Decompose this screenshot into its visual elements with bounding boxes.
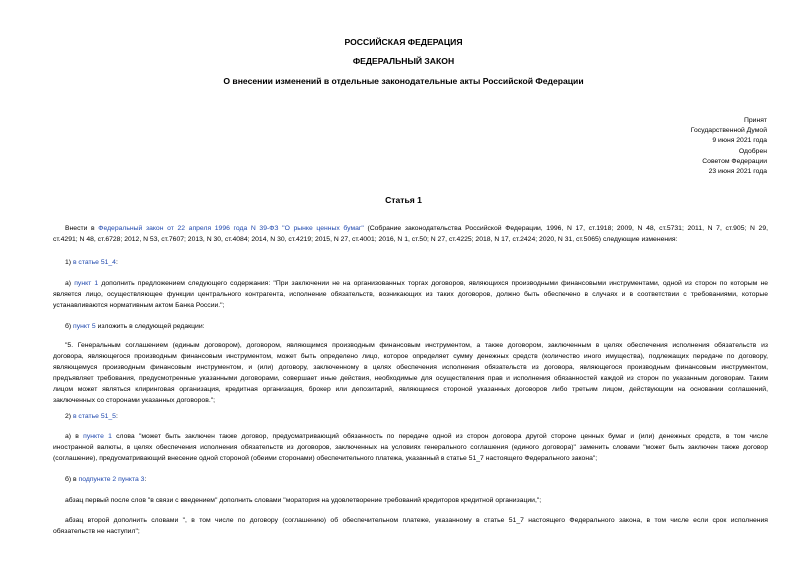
accepted-label: Принят	[743, 117, 767, 124]
article-51-4-link[interactable]: в статье 51_4	[72, 259, 116, 266]
quote-line-2: договора, являющегося производным финансовым инструментом, может быть определено лицо, которое определяет сумму денежных средств (количество иного имущества), подлежащих передаче по договору,	[53, 352, 768, 360]
item-1b: б) пункт 5 изложить в следующей редакции:	[65, 323, 205, 330]
duma-date: 9 июня 2021 года	[712, 137, 767, 144]
country-heading: РОССИЙСКАЯ ФЕДЕРАЦИЯ	[344, 37, 463, 47]
council-date: 23 июня 2021 года	[708, 168, 767, 175]
item-1a-line-3: устанавливаются нормативным актом Банка России.";	[53, 301, 225, 309]
quote-line-3: являющемуся производным финансовым инструментом, и (или) договору, заключенному в целях обеспечения исполнения обязательств из договора, являющегося производным финансовым инструментом,	[53, 363, 768, 371]
para-second-line-1: абзац второй дополнить словами ", в том числе по договору (соглашению) об обеспечительном платеже, указанному в статье 51_7 настоящего Федерального закона, в том числе если срок исполнения	[65, 517, 768, 524]
intro-paragraph	[53, 224, 768, 246]
paragraph-second-amendment	[53, 516, 768, 538]
item-1: 1) в статье 51_4:	[65, 259, 118, 266]
paragraph-first-amendment: абзац первый после слов "в связи с введением" дополнить словами "моратория на удовлетворение требований кредиторов кредитной организации,";	[65, 497, 542, 504]
intro-line-1: Внести в Федеральный закон от 22 апреля 1996 года N 39-ФЗ "О рынке ценных бумаг" (Собрание законодательства Российской Федерации, 1996, N 17, ст.1918; 2009, N 48, ст.5731; 2011, N 7, ст.905; N 29,	[65, 225, 769, 232]
item-2a-line-3: (соглашение), предусматривающий внесение одной стороной (обеими сторонами) обеспечительного платежа, указанный в статье 51_7 настоящего Федерального закона";	[53, 454, 598, 462]
quote-line-5: лицом может являться клиринговая организация, кредитная организация, брокер или депозитарий, являющиеся стороной указанных договоров либо третьим лицом, действующим на основании соглашений,	[53, 385, 768, 393]
para-second-line-2: обязательств не наступил";	[53, 527, 140, 535]
item-1a-line-2: является лицо, осуществляющее функции центрального контрагента, исполнение обязательств, возникающих из таких договоров, должно быть обеспечено в случаях и в соответствии с требованиями, которые	[53, 290, 768, 298]
quote-point-5	[53, 341, 768, 406]
document-type-heading: ФЕДЕРАЛЬНЫЙ ЗАКОН	[352, 56, 455, 66]
council-label: Советом Федерации	[702, 158, 767, 165]
item-1b-point-5-link[interactable]: пункт 5	[73, 323, 96, 330]
article-heading: Статья 1	[385, 195, 422, 205]
approved-label: Одобрен	[738, 148, 767, 155]
item-2a-line-1: а) в пункте 1 слова "может быть заключен также договор, предусматривающий обязанность по передаче одной из сторон договора другой стороне ценных бумаг и (или) денежных средств, в том числе	[65, 433, 768, 440]
item-2: 2) в статье 51_5:	[65, 413, 118, 420]
quote-line-4: предъявляет требования, предусмотренные указанными договорами, совершает иные действия, необходимые для осуществления прав и исполнения обязанностей каждой из сторон по указанным договорам. Таким	[53, 374, 768, 382]
law-39fz-link[interactable]: Федеральный закон от 22 апреля 1996 года N 39-ФЗ "О рынке ценных бумаг"	[98, 225, 364, 232]
item-1a-line-1: а) пункт 1 дополнить предложением следующего содержания: "При заключении не на организованных торгах договоров, являющихся производными финансовыми инструментами, одной из сторон по которым не	[65, 280, 768, 287]
item-1a-paragraph	[53, 279, 768, 312]
article-51-5-link[interactable]: в статье 51_5	[72, 413, 116, 420]
quote-line-1: "5. Генеральным соглашением (единым договором), договором, являющимся производным финансовым инструментом, а также договором, заключенным в целях обеспечения исполнения обязательств из	[65, 342, 768, 349]
item-1a-point-1-link[interactable]: пункт 1	[74, 280, 99, 287]
item-2a-point-1-link[interactable]: пункте 1	[83, 433, 112, 440]
law-title: О внесении изменений в отдельные законодательные акты Российской Федерации	[223, 76, 584, 86]
item-2a-line-2: иностранной валюты, в целях обеспечения исполнения обязательств из договоров, заключенных на условиях генерального соглашения (единого договора)" заменить словами "может быть заключен также договор	[53, 443, 768, 451]
intro-line-2: ст.4291; N 48, ст.6728; 2012, N 53, ст.7607; 2013, N 30, ст.4084; 2014, N 30, ст.4219; 2015, N 27, ст.4001; 2016, N 1, ст.50; N 27, ст.4225; 2018, N 17, ст.2424; 2020, N 31, ст.5065) следующие изменения:	[53, 235, 678, 243]
item-2b: б) в подпункте 2 пункта 3:	[65, 476, 147, 483]
duma-label: Государственной Думой	[690, 127, 767, 134]
item-2b-subpoint-link[interactable]: подпункте 2 пункта 3	[78, 476, 145, 483]
quote-line-6: заключенных со сторонами указанных договоров.";	[53, 396, 216, 404]
item-2a-paragraph	[53, 432, 768, 465]
